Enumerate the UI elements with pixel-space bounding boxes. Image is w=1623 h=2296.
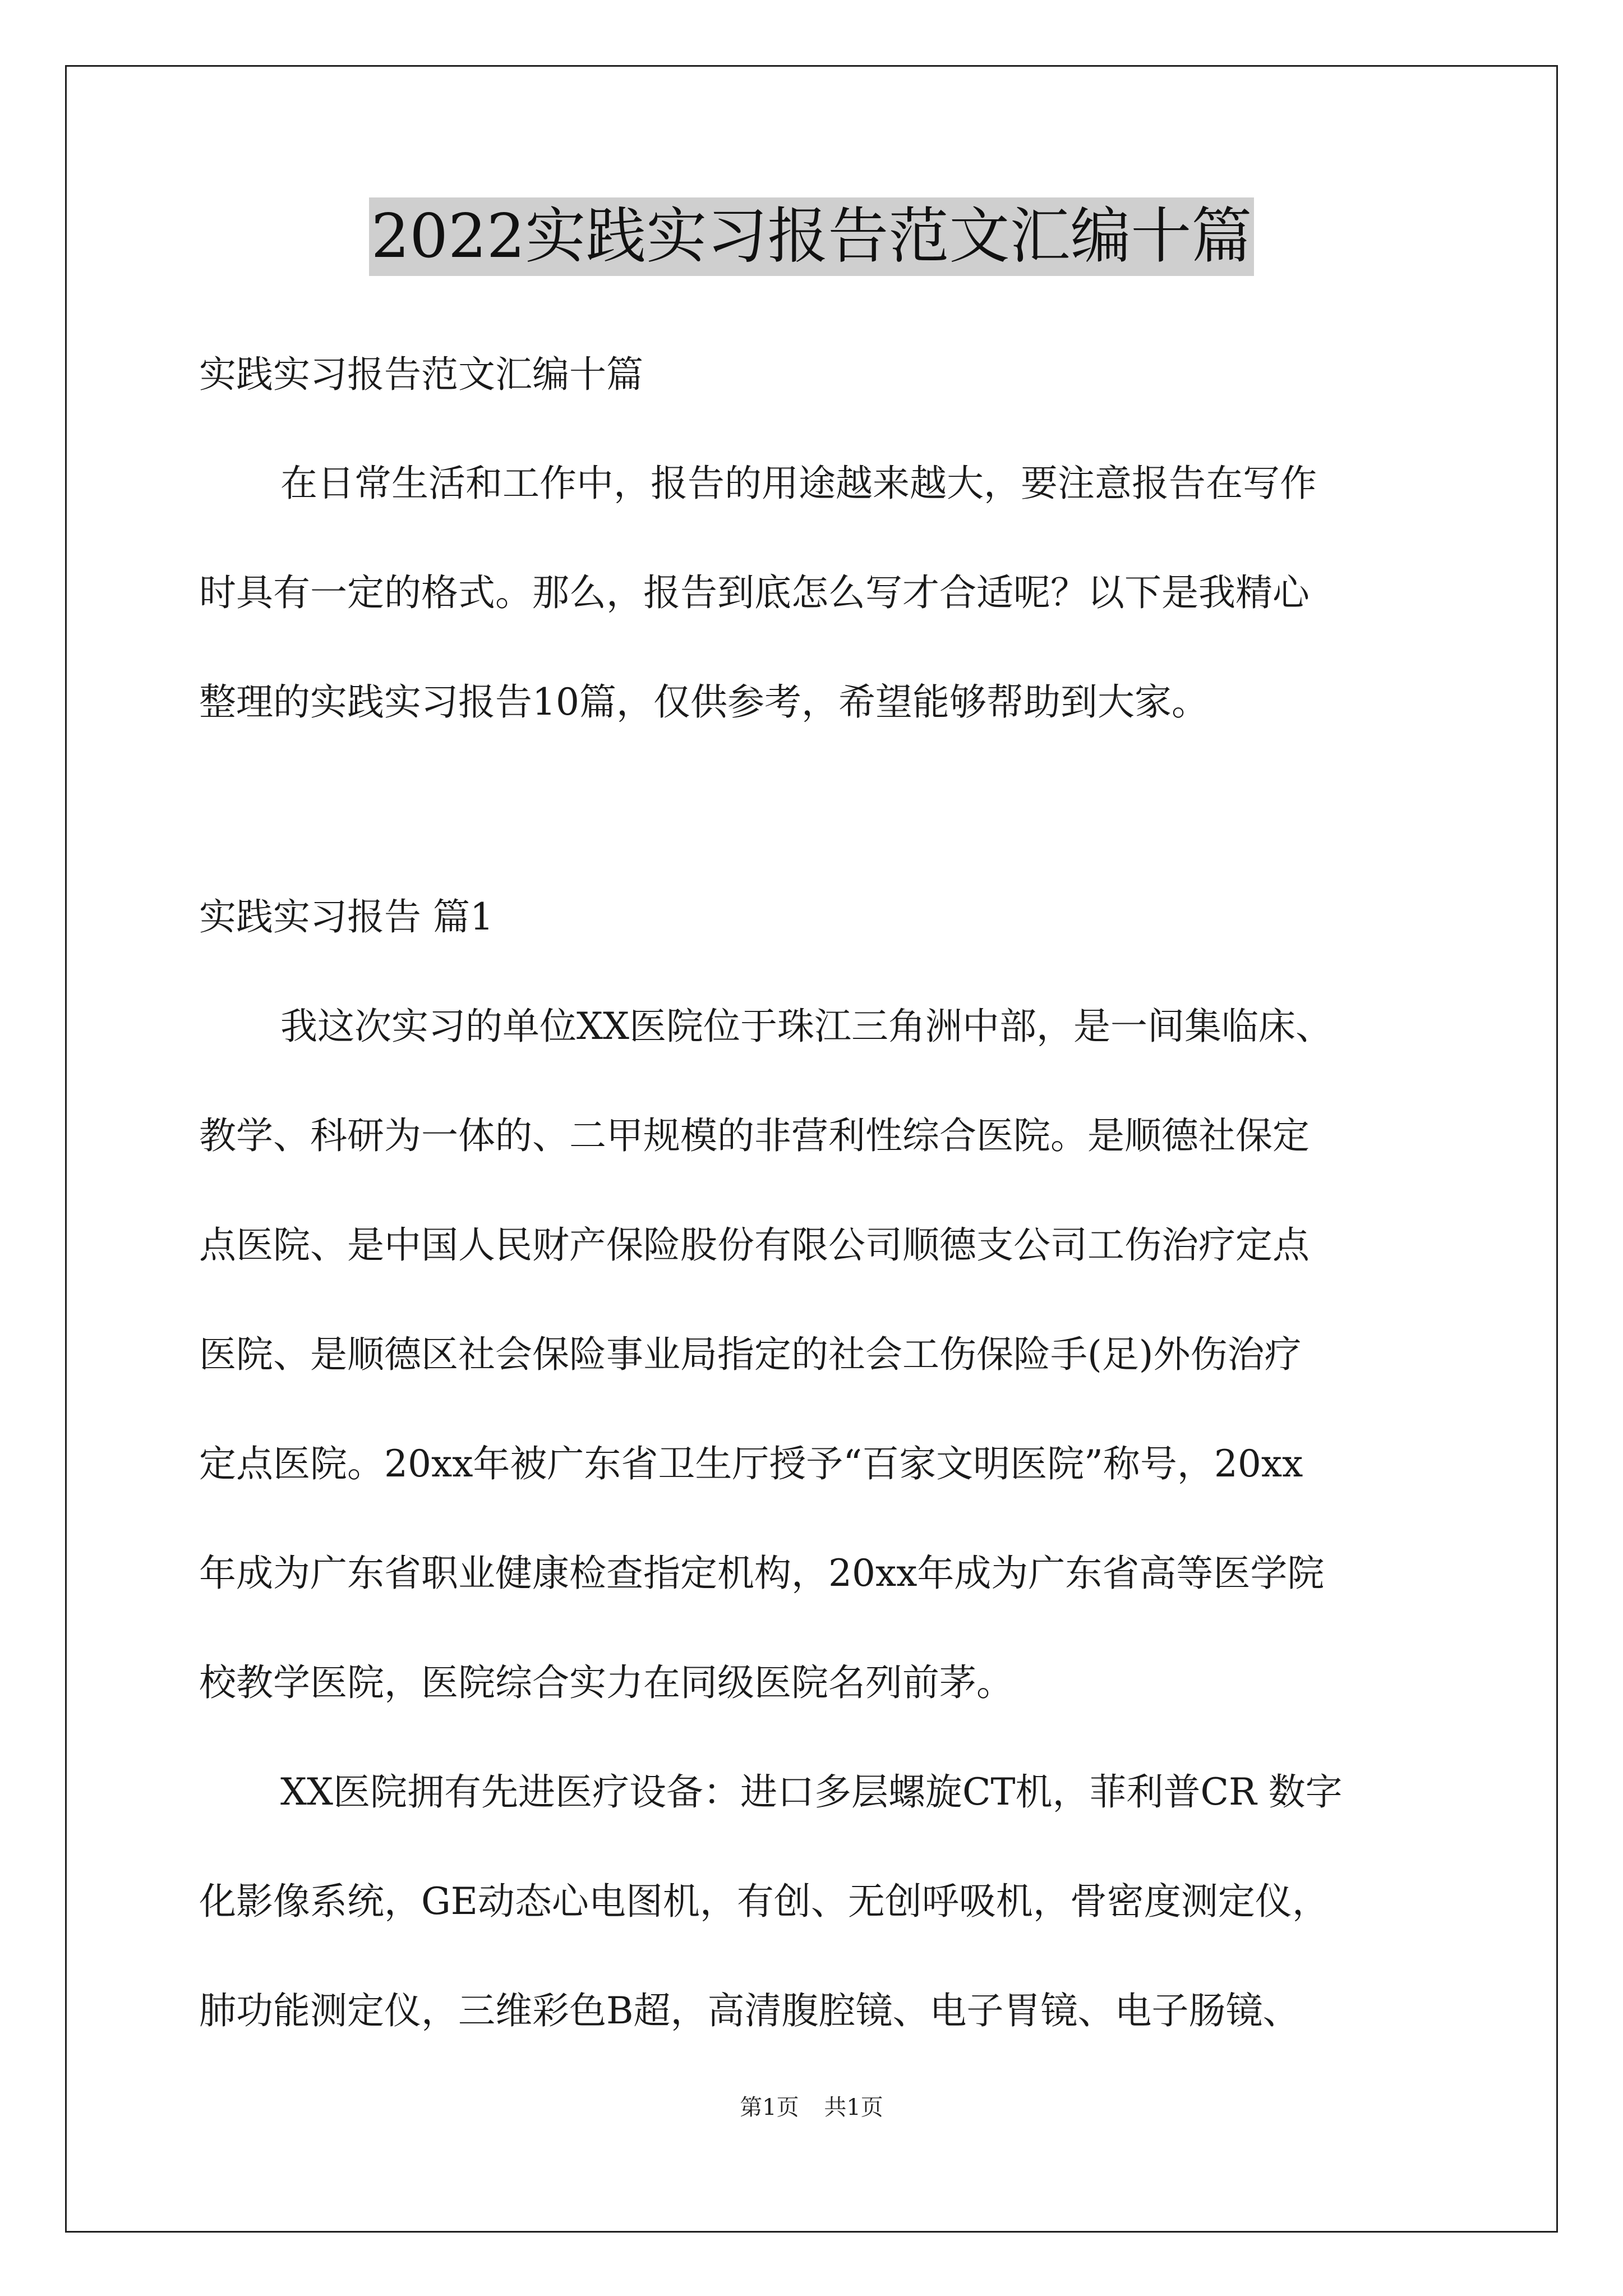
para1-line-2: 教学、科研为一体的、二甲规模的非营利性综合医院。是顺德社保定 — [199, 1114, 1310, 1157]
intro-line-3: 整理的实践实习报告10篇，仅供参考，希望能够帮助到大家。 — [199, 680, 1209, 724]
title-container — [0, 197, 1623, 276]
page-number: 第1页 — [740, 2095, 799, 2120]
page-footer — [0, 2093, 1623, 2122]
intro-line-2: 时具有一定的格式。那么，报告到底怎么写才合适呢？以下是我精心 — [199, 571, 1310, 614]
section-heading: 实践实习报告 篇1 — [199, 895, 494, 938]
para2-line-1: XX医院拥有先进医疗设备：进口多层螺旋CT机，菲利普CR 数字 — [280, 1770, 1343, 1814]
page-total: 共1页 — [824, 2095, 883, 2120]
para2-line-3: 肺功能测定仪，三维彩色B超，高清腹腔镜、电子胃镜、电子肠镜、 — [199, 1989, 1300, 2032]
document-subtitle: 实践实习报告范文汇编十篇 — [199, 353, 643, 396]
para1-line-5: 定点医院。20xx年被广东省卫生厅授予“百家文明医院”称号，20xx — [199, 1442, 1303, 1485]
para1-line-7: 校教学医院，医院综合实力在同级医院名列前茅。 — [199, 1661, 1013, 1704]
para1-line-3: 点医院、是中国人民财产保险股份有限公司顺德支公司工伤治疗定点 — [199, 1223, 1310, 1267]
para1-line-4: 医院、是顺德区社会保险事业局指定的社会工伤保险手(足)外伤治疗 — [199, 1333, 1302, 1376]
document-title: 2022实践实习报告范文汇编十篇 — [369, 197, 1255, 276]
para2-line-2: 化影像系统，GE动态心电图机，有创、无创呼吸机，骨密度测定仪， — [199, 1880, 1329, 1923]
para1-line-6: 年成为广东省职业健康检查指定机构，20xx年成为广东省高等医学院 — [199, 1552, 1325, 1595]
intro-line-1: 在日常生活和工作中，报告的用途越来越大，要注意报告在写作 — [280, 462, 1317, 505]
para1-line-1: 我这次实习的单位XX医院位于珠江三角洲中部，是一间集临床、 — [280, 1005, 1332, 1048]
